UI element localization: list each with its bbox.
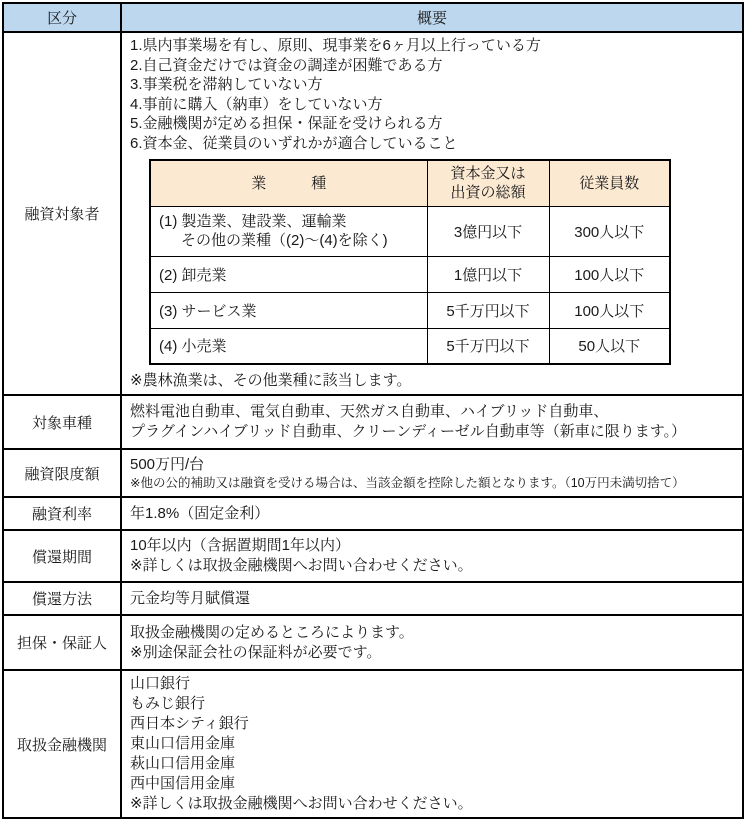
industry-header-capital-line1: 資本金又は	[450, 165, 526, 183]
eligibility-conditions	[130, 36, 734, 153]
row-eligibility	[3, 32, 743, 395]
industry-name-line1: (1) 製造業、建設業、運輸業	[159, 212, 347, 230]
limit-content	[121, 449, 743, 497]
employees-cell: 100人以下	[549, 256, 670, 292]
institution-item: 萩山口信用金庫	[130, 755, 236, 772]
industry-name-cell: (3) サービス業	[150, 292, 427, 328]
employees-cell: 100人以下	[549, 292, 670, 328]
industry-header-employees: 従業員数	[549, 160, 670, 206]
method-label: 償還方法	[3, 582, 121, 615]
period-label: 償還期間	[3, 530, 121, 582]
row-collateral-guarantor	[3, 615, 743, 670]
industry-header-capital	[427, 160, 549, 206]
row-repayment-method	[3, 582, 743, 615]
capital-cell: 1億円以下	[427, 256, 549, 292]
condition-item: 6.資本金、従業員のいずれかが適合していること	[130, 134, 458, 152]
vehicle-line: 燃料電池自動車、電気自動車、天然ガス自動車、ハイブリッド自動車、	[130, 403, 609, 420]
condition-item: 2.自己資金だけでは資金の調達が困難である方	[130, 56, 443, 74]
vehicle-content	[121, 395, 743, 449]
condition-item: 4.事前に購入（納車）をしていない方	[130, 95, 383, 113]
employees-cell: 50人以下	[549, 328, 670, 364]
capital-cell: 3億円以下	[427, 206, 549, 256]
eligibility-label: 融資対象者	[3, 32, 121, 395]
institution-item: 東山口信用金庫	[130, 735, 236, 752]
row-vehicle-types	[3, 395, 743, 449]
method-content	[121, 582, 743, 615]
industry-name-line2: その他の業種（(2)～(4)を除く)	[181, 232, 388, 249]
industry-row-wholesale	[150, 256, 670, 292]
industry-table-header-row	[150, 160, 670, 206]
period-line: 10年以内（含据置期間1年以内）	[130, 537, 351, 554]
industry-row-retail	[150, 328, 670, 364]
industry-header-industry: 業 種	[150, 160, 427, 206]
guarantee-label: 担保・保証人	[3, 615, 121, 670]
industry-criteria-table	[149, 159, 671, 365]
row-interest-rate	[3, 497, 743, 530]
institution-item: 山口銀行	[130, 675, 191, 692]
period-line: ※詳しくは取扱金融機関へお問い合わせください。	[130, 557, 473, 574]
column-header-overview: 概要	[121, 3, 743, 32]
capital-cell: 5千万円以下	[427, 292, 549, 328]
guarantee-line: 取扱金融機関の定めるところによります。	[130, 623, 414, 641]
capital-cell: 5千万円以下	[427, 328, 549, 364]
column-header-category: 区分	[3, 3, 121, 32]
limit-label: 融資限度額	[3, 449, 121, 497]
vehicle-label: 対象車種	[3, 395, 121, 449]
institution-item: 西日本シティ銀行	[130, 715, 249, 732]
industry-row-service	[150, 292, 670, 328]
institutions-note: ※詳しくは取扱金融機関へお問い合わせください。	[130, 795, 473, 812]
condition-item: 3.事業税を滞納していない方	[130, 76, 323, 93]
industry-name-cell: (2) 卸売業	[150, 256, 427, 292]
table-header-row	[3, 3, 743, 32]
guarantee-content	[121, 615, 743, 670]
rate-content	[121, 497, 743, 530]
eligibility-content	[121, 32, 743, 395]
eligibility-note: ※農林漁業は、その他業種に該当します。	[130, 372, 412, 389]
institution-item: もみじ銀行	[130, 695, 206, 712]
institutions-content	[121, 670, 743, 818]
period-content	[121, 530, 743, 582]
limit-amount: 500万円/台	[130, 455, 205, 473]
method-value: 元金均等月賦償還	[130, 589, 251, 607]
industry-row-manufacturing	[150, 206, 670, 256]
employees-cell: 300人以下	[549, 206, 670, 256]
institutions-label: 取扱金融機関	[3, 670, 121, 818]
institution-item: 西中国信用金庫	[130, 775, 236, 792]
industry-name-cell: (4) 小売業	[150, 328, 427, 364]
guarantee-line: ※別途保証会社の保証料が必要です。	[130, 643, 382, 661]
condition-item: 1.県内事業場を有し、原則、現事業を6ヶ月以上行っている方	[130, 37, 541, 54]
vehicle-line: プラグインハイブリッド自動車、クリーンディーゼル自動車等（新車に限ります。）	[130, 423, 687, 440]
loan-conditions-table	[2, 2, 744, 819]
condition-item: 5.金融機関が定める担保・保証を受けられる方	[130, 115, 443, 132]
limit-note: ※他の公的補助又は融資を受ける場合は、当該金額を控除した額となります。（10万円未満切捨て）	[130, 475, 685, 490]
industry-header-capital-line2: 出資の総額	[450, 184, 526, 202]
row-financial-institutions	[3, 670, 743, 818]
rate-value: 年1.8%（固定金利）	[130, 504, 270, 522]
row-repayment-period	[3, 530, 743, 582]
row-loan-limit	[3, 449, 743, 497]
industry-name-cell	[150, 206, 427, 256]
rate-label: 融資利率	[3, 497, 121, 530]
